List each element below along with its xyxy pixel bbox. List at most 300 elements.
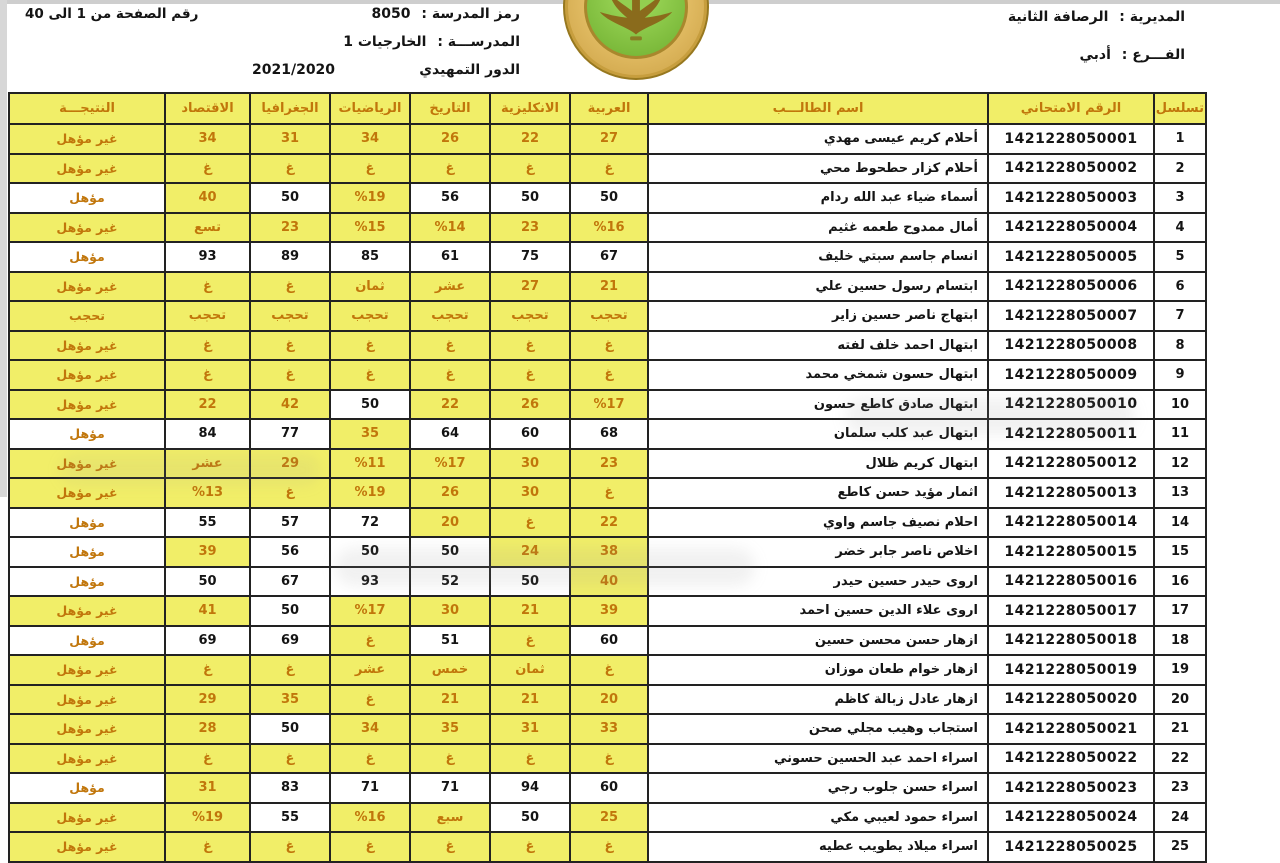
score-cell: غ — [330, 154, 410, 184]
emblem-eagle-icon — [587, 0, 685, 56]
student-name-cell: ابتهاج ناصر حسين زاير — [648, 301, 988, 331]
score-cell: 35 — [410, 714, 490, 744]
exam-number-cell: 1421228050008 — [988, 331, 1154, 361]
score-cell: 21 — [490, 685, 570, 715]
school-code-value: 8050 — [371, 6, 411, 22]
serial-cell: 15 — [1154, 537, 1206, 567]
score-cell: 89 — [250, 242, 330, 272]
score-cell: %19 — [330, 478, 410, 508]
student-row — [9, 567, 1206, 597]
student-name-cell: اروى حيدر حسين حيدر — [648, 567, 988, 597]
column-header-arabic: العربية — [570, 93, 648, 124]
student-row — [9, 124, 1206, 154]
score-cell: 21 — [490, 596, 570, 626]
score-cell: غ — [250, 360, 330, 390]
student-name-cell: أحلام كزار حطحوط محي — [648, 154, 988, 184]
student-row — [9, 478, 1206, 508]
result-cell: غير مؤهل — [9, 744, 165, 774]
score-cell: غ — [570, 655, 648, 685]
result-cell: غير مؤهل — [9, 154, 165, 184]
school-label: المدرســـة : — [437, 34, 520, 50]
score-cell: غ — [490, 331, 570, 361]
serial-cell: 13 — [1154, 478, 1206, 508]
score-cell: 30 — [490, 478, 570, 508]
serial-cell: 8 — [1154, 331, 1206, 361]
student-row — [9, 685, 1206, 715]
score-cell: 23 — [250, 213, 330, 243]
student-row — [9, 537, 1206, 567]
score-cell: 56 — [250, 537, 330, 567]
serial-cell: 11 — [1154, 419, 1206, 449]
student-name-cell: ابتهال كريم ظلال — [648, 449, 988, 479]
student-name-cell: ازهار عادل زبالة كاظم — [648, 685, 988, 715]
exam-number-cell: 1421228050021 — [988, 714, 1154, 744]
serial-cell: 12 — [1154, 449, 1206, 479]
score-cell: 22 — [570, 508, 648, 538]
student-name-cell: ابتهال حسون شمخي محمد — [648, 360, 988, 390]
score-cell: غ — [165, 744, 250, 774]
score-cell: 23 — [570, 449, 648, 479]
score-cell: غ — [165, 832, 250, 862]
student-row — [9, 626, 1206, 656]
serial-cell: 9 — [1154, 360, 1206, 390]
score-cell: غ — [330, 744, 410, 774]
score-cell: غ — [250, 832, 330, 862]
score-cell: 31 — [250, 124, 330, 154]
result-cell: غير مؤهل — [9, 213, 165, 243]
student-name-cell: اخلاص ناصر جابر خضر — [648, 537, 988, 567]
column-header-result: النتيجـــة — [9, 93, 165, 124]
exam-number-cell: 1421228050012 — [988, 449, 1154, 479]
score-cell: ثمان — [330, 272, 410, 302]
score-cell: 29 — [250, 449, 330, 479]
result-cell: غير مؤهل — [9, 360, 165, 390]
serial-cell: 20 — [1154, 685, 1206, 715]
score-cell: 77 — [250, 419, 330, 449]
result-cell: غير مؤهل — [9, 655, 165, 685]
score-cell: 83 — [250, 773, 330, 803]
score-cell: غ — [330, 626, 410, 656]
result-cell: مؤهل — [9, 419, 165, 449]
student-name-cell: اسراء حسن جلوب رجي — [648, 773, 988, 803]
student-name-cell: استجاب وهيب مجلي صحن — [648, 714, 988, 744]
exam-number-cell: 1421228050004 — [988, 213, 1154, 243]
score-cell: عشر — [165, 449, 250, 479]
score-cell: 56 — [410, 183, 490, 213]
results-table-wrapper — [10, 92, 1207, 863]
student-name-cell: أسماء ضياء عبد الله ردام — [648, 183, 988, 213]
serial-cell: 5 — [1154, 242, 1206, 272]
score-cell: 51 — [410, 626, 490, 656]
score-cell: غ — [570, 331, 648, 361]
serial-cell: 23 — [1154, 773, 1206, 803]
score-cell: غ — [250, 272, 330, 302]
branch-line — [1079, 47, 1185, 63]
score-cell: غ — [570, 744, 648, 774]
exam-number-cell: 1421228050014 — [988, 508, 1154, 538]
score-cell: 22 — [490, 124, 570, 154]
ministry-emblem-logo — [563, 0, 709, 80]
student-row — [9, 183, 1206, 213]
school-code-label: رمز المدرسة : — [421, 6, 520, 22]
score-cell: 85 — [330, 242, 410, 272]
score-cell: 50 — [330, 390, 410, 420]
column-header-history: التاريخ — [410, 93, 490, 124]
exam-number-cell: 1421228050023 — [988, 773, 1154, 803]
score-cell: غ — [570, 832, 648, 862]
exam-number-cell: 1421228050016 — [988, 567, 1154, 597]
score-cell: غ — [165, 154, 250, 184]
serial-cell: 3 — [1154, 183, 1206, 213]
score-cell: تحجب — [410, 301, 490, 331]
score-cell: غ — [490, 744, 570, 774]
score-cell: 27 — [490, 272, 570, 302]
score-cell: 27 — [570, 124, 648, 154]
exam-number-cell: 1421228050022 — [988, 744, 1154, 774]
score-cell: 39 — [165, 537, 250, 567]
column-header-exam-number: الرقم الامتحاني — [988, 93, 1154, 124]
results-table-body — [9, 124, 1206, 862]
score-cell: 50 — [250, 183, 330, 213]
exam-number-cell: 1421228050009 — [988, 360, 1154, 390]
score-cell: 26 — [410, 478, 490, 508]
score-cell: 28 — [165, 714, 250, 744]
student-row — [9, 331, 1206, 361]
result-cell: غير مؤهل — [9, 596, 165, 626]
score-cell: 22 — [165, 390, 250, 420]
score-cell: غ — [165, 331, 250, 361]
result-cell: غير مؤهل — [9, 685, 165, 715]
score-cell: 25 — [570, 803, 648, 833]
exam-number-cell: 1421228050018 — [988, 626, 1154, 656]
student-row — [9, 744, 1206, 774]
column-header-economics: الاقتصاد — [165, 93, 250, 124]
score-cell: 41 — [165, 596, 250, 626]
exam-number-cell: 1421228050025 — [988, 832, 1154, 862]
score-cell: 50 — [330, 537, 410, 567]
score-cell: 29 — [165, 685, 250, 715]
score-cell: %17 — [330, 596, 410, 626]
score-cell: 68 — [570, 419, 648, 449]
result-cell: تحجب — [9, 301, 165, 331]
page-number-info: رقم الصفحة من 1 الى 40 — [25, 6, 199, 22]
student-row — [9, 832, 1206, 862]
score-cell: %15 — [330, 213, 410, 243]
score-cell: غ — [330, 331, 410, 361]
score-cell: غ — [410, 832, 490, 862]
score-cell: 24 — [490, 537, 570, 567]
score-cell: 35 — [250, 685, 330, 715]
score-cell: 21 — [570, 272, 648, 302]
student-row — [9, 803, 1206, 833]
score-cell: عشر — [410, 272, 490, 302]
score-cell: غ — [410, 360, 490, 390]
score-cell: 69 — [165, 626, 250, 656]
score-cell: غ — [330, 832, 410, 862]
serial-cell: 25 — [1154, 832, 1206, 862]
score-cell: تحجب — [570, 301, 648, 331]
student-name-cell: أمال ممدوح طعمه غثيم — [648, 213, 988, 243]
exam-number-cell: 1421228050002 — [988, 154, 1154, 184]
score-cell: 31 — [165, 773, 250, 803]
student-row — [9, 154, 1206, 184]
column-header-geography: الجغرافيا — [250, 93, 330, 124]
score-cell: تسع — [165, 213, 250, 243]
student-name-cell: اثمار مؤيد حسن كاطع — [648, 478, 988, 508]
score-cell: غ — [165, 360, 250, 390]
score-cell: غ — [250, 478, 330, 508]
score-cell: 26 — [490, 390, 570, 420]
score-cell: غ — [490, 154, 570, 184]
score-cell: غ — [410, 154, 490, 184]
directorate-line — [1008, 9, 1185, 25]
photo-edge-left — [0, 0, 7, 497]
branch-label: الفـــرع : — [1121, 47, 1185, 63]
serial-cell: 19 — [1154, 655, 1206, 685]
result-cell: غير مؤهل — [9, 390, 165, 420]
score-cell: 42 — [250, 390, 330, 420]
score-cell: غ — [250, 154, 330, 184]
serial-cell: 1 — [1154, 124, 1206, 154]
score-cell: 50 — [570, 183, 648, 213]
exam-number-cell: 1421228050006 — [988, 272, 1154, 302]
column-header-math: الرياضيات — [330, 93, 410, 124]
score-cell: 34 — [330, 714, 410, 744]
student-row — [9, 596, 1206, 626]
score-cell: 40 — [570, 567, 648, 597]
score-cell: 93 — [330, 567, 410, 597]
score-cell: 75 — [490, 242, 570, 272]
exam-number-cell: 1421228050015 — [988, 537, 1154, 567]
result-cell: غير مؤهل — [9, 803, 165, 833]
result-cell: غير مؤهل — [9, 124, 165, 154]
score-cell: 22 — [410, 390, 490, 420]
table-header-row — [9, 93, 1206, 124]
score-cell: غ — [250, 331, 330, 361]
student-row — [9, 419, 1206, 449]
student-name-cell: اسراء ميلاد يطويب عطيه — [648, 832, 988, 862]
result-cell: غير مؤهل — [9, 832, 165, 862]
score-cell: خمس — [410, 655, 490, 685]
exam-number-cell: 1421228050010 — [988, 390, 1154, 420]
result-cell: مؤهل — [9, 626, 165, 656]
score-cell: 71 — [330, 773, 410, 803]
score-cell: 94 — [490, 773, 570, 803]
score-cell: غ — [570, 478, 648, 508]
score-cell: %19 — [165, 803, 250, 833]
exam-number-cell: 1421228050011 — [988, 419, 1154, 449]
directorate-value: الرصافة الثانية — [1007, 9, 1109, 25]
result-cell: غير مؤهل — [9, 449, 165, 479]
score-cell: غ — [330, 360, 410, 390]
score-cell: 55 — [250, 803, 330, 833]
result-cell: غير مؤهل — [9, 478, 165, 508]
score-cell: 30 — [410, 596, 490, 626]
score-cell: غ — [570, 360, 648, 390]
score-cell: 72 — [330, 508, 410, 538]
student-name-cell: ازهار خوام طعان موزان — [648, 655, 988, 685]
exam-number-cell: 1421228050017 — [988, 596, 1154, 626]
score-cell: 60 — [490, 419, 570, 449]
school-code-line — [372, 6, 520, 22]
exam-number-cell: 1421228050005 — [988, 242, 1154, 272]
results-table — [8, 92, 1207, 863]
score-cell: %19 — [330, 183, 410, 213]
student-row — [9, 773, 1206, 803]
exam-number-cell: 1421228050020 — [988, 685, 1154, 715]
score-cell: 50 — [250, 596, 330, 626]
result-cell: مؤهل — [9, 537, 165, 567]
score-cell: غ — [490, 626, 570, 656]
serial-cell: 16 — [1154, 567, 1206, 597]
serial-cell: 10 — [1154, 390, 1206, 420]
result-cell: مؤهل — [9, 567, 165, 597]
score-cell: 39 — [570, 596, 648, 626]
score-cell: 33 — [570, 714, 648, 744]
result-cell: مؤهل — [9, 773, 165, 803]
score-cell: %16 — [570, 213, 648, 243]
academic-year: 2021/2020 — [252, 62, 336, 78]
score-cell: 26 — [410, 124, 490, 154]
score-cell: غ — [410, 744, 490, 774]
exam-round-label: الدور التمهيدي — [419, 62, 520, 78]
student-name-cell: انسام جاسم سبتي خليف — [648, 242, 988, 272]
result-cell: مؤهل — [9, 508, 165, 538]
score-cell: غ — [165, 655, 250, 685]
score-cell: 50 — [490, 183, 570, 213]
serial-cell: 17 — [1154, 596, 1206, 626]
score-cell: تحجب — [330, 301, 410, 331]
exam-number-cell: 1421228050003 — [988, 183, 1154, 213]
score-cell: 20 — [570, 685, 648, 715]
score-cell: 34 — [165, 124, 250, 154]
score-cell: %17 — [410, 449, 490, 479]
score-cell: غ — [330, 685, 410, 715]
serial-cell: 7 — [1154, 301, 1206, 331]
score-cell: %16 — [330, 803, 410, 833]
score-cell: %14 — [410, 213, 490, 243]
score-cell: 21 — [410, 685, 490, 715]
student-row — [9, 301, 1206, 331]
score-cell: 34 — [330, 124, 410, 154]
score-cell: تحجب — [165, 301, 250, 331]
student-row — [9, 360, 1206, 390]
score-cell: 67 — [250, 567, 330, 597]
score-cell: 52 — [410, 567, 490, 597]
score-cell: %17 — [570, 390, 648, 420]
result-cell: غير مؤهل — [9, 272, 165, 302]
serial-cell: 14 — [1154, 508, 1206, 538]
serial-cell: 24 — [1154, 803, 1206, 833]
score-cell: غ — [570, 154, 648, 184]
exam-number-cell: 1421228050019 — [988, 655, 1154, 685]
score-cell: 20 — [410, 508, 490, 538]
serial-cell: 18 — [1154, 626, 1206, 656]
result-cell: غير مؤهل — [9, 714, 165, 744]
score-cell: %13 — [165, 478, 250, 508]
score-cell: 55 — [165, 508, 250, 538]
student-row — [9, 272, 1206, 302]
student-name-cell: احلام نصيف جاسم واوي — [648, 508, 988, 538]
score-cell: 35 — [330, 419, 410, 449]
score-cell: 84 — [165, 419, 250, 449]
student-name-cell: ابتهال احمد خلف لفته — [648, 331, 988, 361]
score-cell: غ — [250, 744, 330, 774]
student-row — [9, 655, 1206, 685]
student-name-cell: ابتهال عبد كلب سلمان — [648, 419, 988, 449]
serial-cell: 2 — [1154, 154, 1206, 184]
student-name-cell: ابتسام رسول حسين علي — [648, 272, 988, 302]
school-value: الخارجيات 1 — [343, 34, 427, 50]
school-line — [343, 34, 520, 50]
result-cell: مؤهل — [9, 242, 165, 272]
score-cell: غ — [490, 360, 570, 390]
student-name-cell: اسراء احمد عبد الحسين حسوني — [648, 744, 988, 774]
student-row — [9, 508, 1206, 538]
score-cell: غ — [410, 331, 490, 361]
score-cell: 67 — [570, 242, 648, 272]
serial-cell: 21 — [1154, 714, 1206, 744]
score-cell: 57 — [250, 508, 330, 538]
column-header-student-name: اسم الطالـــب — [648, 93, 988, 124]
score-cell: 50 — [410, 537, 490, 567]
score-cell: 71 — [410, 773, 490, 803]
score-cell: غ — [490, 832, 570, 862]
score-cell: غ — [250, 655, 330, 685]
serial-cell: 4 — [1154, 213, 1206, 243]
score-cell: 31 — [490, 714, 570, 744]
score-cell: 50 — [490, 803, 570, 833]
score-cell: 61 — [410, 242, 490, 272]
score-cell: تحجب — [250, 301, 330, 331]
score-cell: سبع — [410, 803, 490, 833]
score-cell: 60 — [570, 626, 648, 656]
student-row — [9, 449, 1206, 479]
student-row — [9, 213, 1206, 243]
score-cell: غ — [490, 508, 570, 538]
score-cell: 64 — [410, 419, 490, 449]
score-cell: غ — [165, 272, 250, 302]
student-row — [9, 714, 1206, 744]
branch-value: أدبي — [1079, 47, 1111, 63]
student-row — [9, 390, 1206, 420]
score-cell: 69 — [250, 626, 330, 656]
score-cell: ثمان — [490, 655, 570, 685]
score-cell: عشر — [330, 655, 410, 685]
column-header-serial: تسلسل — [1154, 93, 1206, 124]
score-cell: تحجب — [490, 301, 570, 331]
score-cell: 40 — [165, 183, 250, 213]
score-cell: %11 — [330, 449, 410, 479]
result-cell: مؤهل — [9, 183, 165, 213]
score-cell: 50 — [490, 567, 570, 597]
score-cell: 93 — [165, 242, 250, 272]
score-cell: 30 — [490, 449, 570, 479]
emblem-green-disc — [584, 0, 688, 59]
student-name-cell: اروى علاء الدين حسين احمد — [648, 596, 988, 626]
student-name-cell: ابتهال صادق كاطع حسون — [648, 390, 988, 420]
student-row — [9, 242, 1206, 272]
student-name-cell: أحلام كريم عيسى مهدي — [648, 124, 988, 154]
serial-cell: 6 — [1154, 272, 1206, 302]
exam-number-cell: 1421228050024 — [988, 803, 1154, 833]
directorate-label: المديرية : — [1119, 9, 1185, 25]
score-cell: 23 — [490, 213, 570, 243]
score-cell: 50 — [165, 567, 250, 597]
exam-number-cell: 1421228050001 — [988, 124, 1154, 154]
result-cell: غير مؤهل — [9, 331, 165, 361]
column-header-english: الانكليزية — [490, 93, 570, 124]
